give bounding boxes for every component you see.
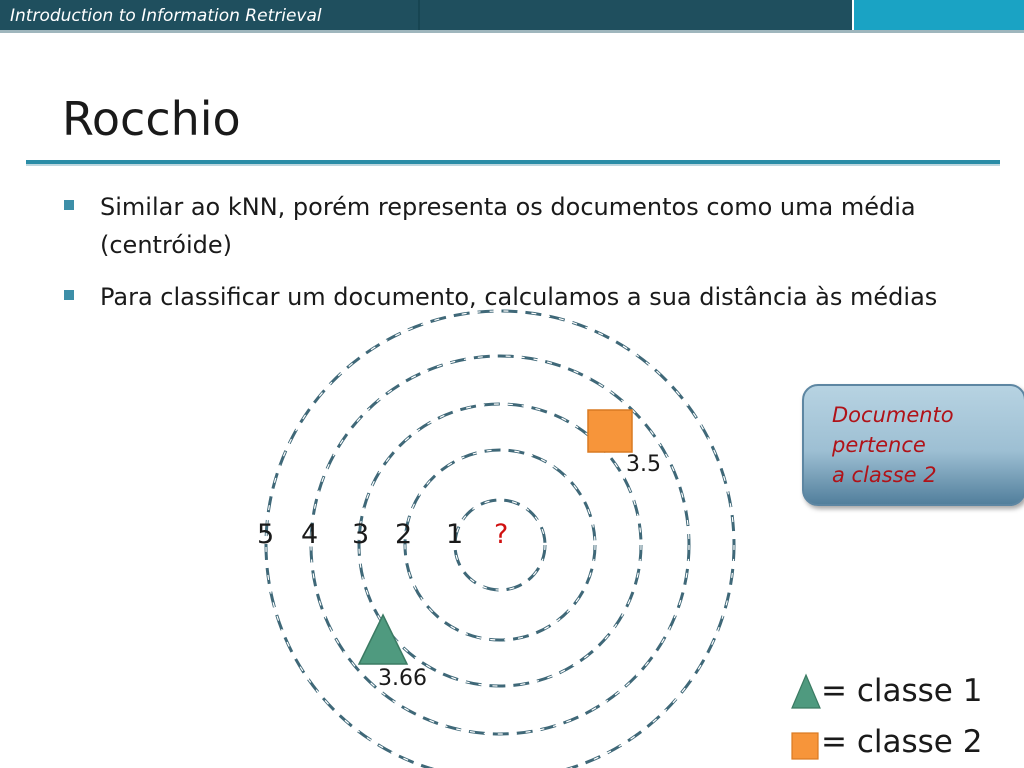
callout-line: Documento: [832, 403, 954, 427]
legend-class1-label: = classe 1: [821, 673, 983, 709]
ring-label-5: 5: [257, 519, 275, 550]
ring-label-4: 4: [301, 519, 319, 550]
callout-text: [832, 400, 954, 490]
class1-triangle-icon: [359, 615, 407, 664]
class1-distance-label: 3.66: [378, 666, 427, 691]
ring-label-3: 3: [352, 519, 370, 550]
bullet-text: Para classificar um documento, calculamos a sua distância às médias: [100, 283, 938, 311]
query-document-label: ?: [494, 519, 509, 550]
course-title: Introduction to Information Retrieval: [10, 6, 322, 26]
legend-square-icon: [792, 733, 818, 759]
ring-label-1: 1: [446, 519, 464, 550]
ring-label-2: 2: [395, 519, 413, 550]
class2-square-icon: [588, 410, 632, 452]
callout-line: a classe 2: [832, 463, 937, 487]
slide-title: Rocchio: [62, 92, 241, 146]
callout-line: pertence: [832, 433, 926, 457]
class2-distance-label: 3.5: [626, 452, 661, 477]
legend-triangle-icon: [792, 675, 820, 708]
bullet-text: Similar ao kNN, porém representa os documentos como uma média (centróide): [100, 193, 916, 259]
legend-class2-label: = classe 2: [821, 724, 983, 760]
result-callout: [802, 384, 1024, 506]
